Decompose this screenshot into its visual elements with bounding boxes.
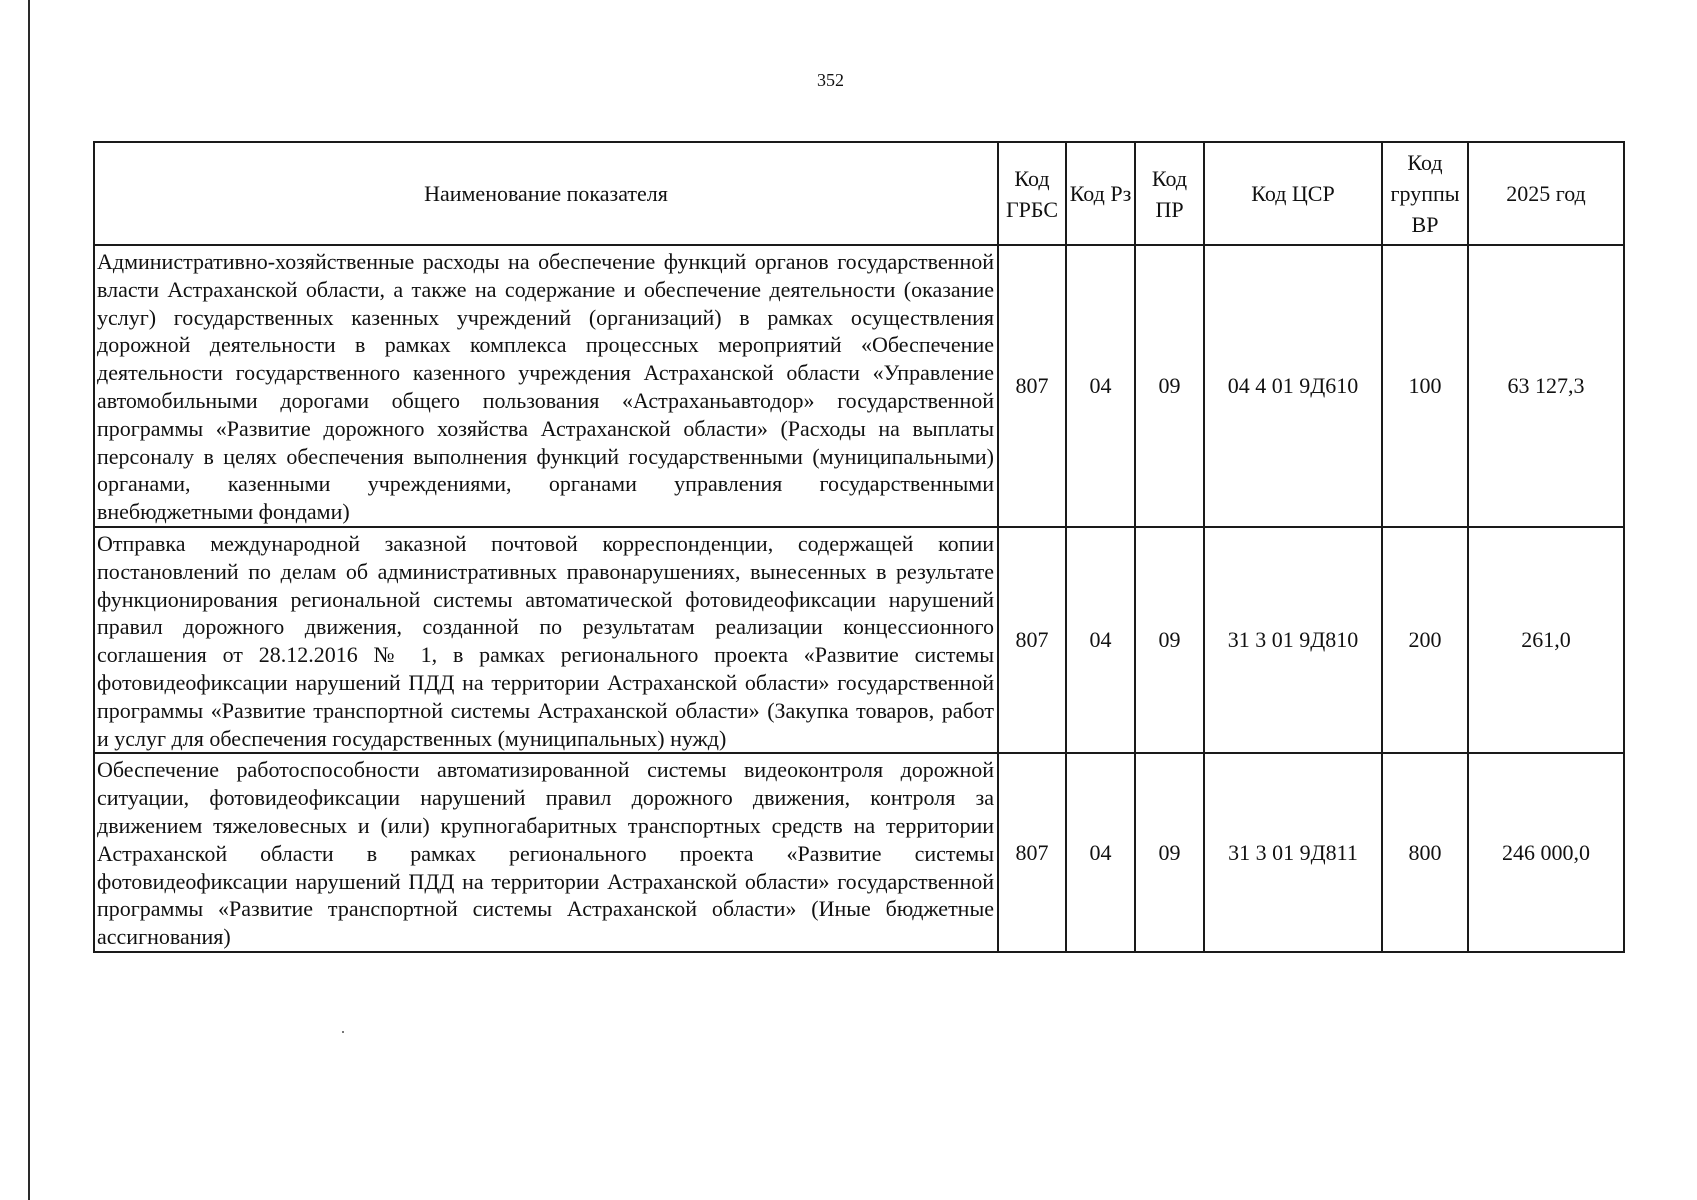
cell-name: Административно-хозяйственные расходы на обеспечение функций органов государственной власти Астраханской области, а также на содержание и обеспечение деятельности (оказание услуг) государственных казенных учреждений (организаций) в рамках осуществления дорожной деятельности в рамках комплекса процессных мероприятий «Обеспечение деятельности государственного казенного учреждения Астраханской области «Управление автомобильными дорогами общего пользования «Астраханьавтодор» государственной программы «Развитие дорожного хозяйства Астраханской области» (Расходы на выплаты персоналу в целях обеспечения выполнения функций государственными (муниципальными) органами, казенными учреждениями, органами управления государственными внебюджетными фондами) bbox=[94, 245, 998, 527]
budget-table bbox=[93, 141, 1625, 953]
cell-pr: 09 bbox=[1135, 753, 1204, 952]
header-row bbox=[94, 142, 1624, 245]
cell-vr: 800 bbox=[1382, 753, 1468, 952]
page-number: 352 bbox=[817, 70, 844, 90]
cell-rz: 04 bbox=[1066, 245, 1135, 527]
cell-name: Отправка международной заказной почтовой корреспонденции, содержащей копии постановлений по делам об административных правонарушениях, вынесенных в результате функционирования региональной системы автоматической фотовидеофиксации нарушений правил дорожного движения, созданной по результатам реализации концессионного соглашения от 28.12.2016 № 1, в рамках регионального проекта «Развитие системы фотовидеофиксации нарушений ПДД на территории Астраханской области» государственной программы «Развитие транспортной системы Астраханской области» (Закупка товаров, работ и услуг для обеспечения государственных (муниципальных) нужд) bbox=[94, 527, 998, 753]
cell-name: Обеспечение работоспособности автоматизированной системы видеоконтроля дорожной ситуации, фотовидеофиксации нарушений правил дорожного движения, контроля за движением тяжеловесных и (или) крупногабаритных транспортных средств на территории Астраханской области в рамках регионального проекта «Развитие системы фотовидеофиксации нарушений ПДД на территории Астраханской области» государственной программы «Развитие транспортной системы Астраханской области» (Иные бюджетные ассигнования) bbox=[94, 753, 998, 952]
scan-margin-line bbox=[28, 0, 30, 1200]
header-pr: Код ПР bbox=[1135, 142, 1204, 245]
header-csr: Код ЦСР bbox=[1204, 142, 1382, 245]
cell-pr: 09 bbox=[1135, 527, 1204, 753]
cell-grbs: 807 bbox=[998, 753, 1066, 952]
cell-year: 261,0 bbox=[1468, 527, 1624, 753]
cell-vr: 200 bbox=[1382, 527, 1468, 753]
cell-vr: 100 bbox=[1382, 245, 1468, 527]
cell-rz: 04 bbox=[1066, 753, 1135, 952]
cell-csr: 31 3 01 9Д810 bbox=[1204, 527, 1382, 753]
header-rz: Код Рз bbox=[1066, 142, 1135, 245]
cell-rz: 04 bbox=[1066, 527, 1135, 753]
cell-pr: 09 bbox=[1135, 245, 1204, 527]
table-row bbox=[94, 527, 1624, 753]
cell-grbs: 807 bbox=[998, 245, 1066, 527]
table-header bbox=[94, 142, 1624, 245]
scan-speck bbox=[342, 1031, 344, 1033]
header-name: Наименование показателя bbox=[94, 142, 998, 245]
header-vr: Код группы ВР bbox=[1382, 142, 1468, 245]
cell-year: 63 127,3 bbox=[1468, 245, 1624, 527]
table-row bbox=[94, 245, 1624, 527]
cell-csr: 31 3 01 9Д811 bbox=[1204, 753, 1382, 952]
table-body bbox=[94, 245, 1624, 952]
header-grbs: Код ГРБС bbox=[998, 142, 1066, 245]
cell-csr: 04 4 01 9Д610 bbox=[1204, 245, 1382, 527]
cell-year: 246 000,0 bbox=[1468, 753, 1624, 952]
cell-grbs: 807 bbox=[998, 527, 1066, 753]
header-year: 2025 год bbox=[1468, 142, 1624, 245]
table-row bbox=[94, 753, 1624, 952]
